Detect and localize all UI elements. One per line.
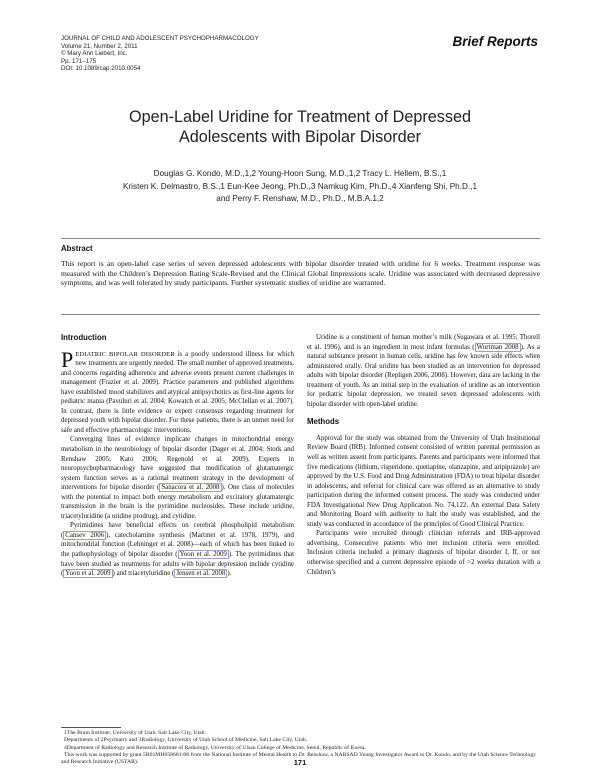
- intro-p4-text-b: ). As a natural substance present in human cells, uridine has few known side effects when administered orally. Oral uridine has been studied as an intervention for depressed adults with bipolar disorder (Repligen 2006, 2008). However, data are lacking in the treatment of youth. As an initial step in the evaluation of uridine as an intervention for pediatric bipolar depression, we treated seven depressed adolescents with bipolar disorder with open-label uridine.: [307, 343, 540, 408]
- citation-link-jensen[interactable]: Jensen et al. 2008: [176, 570, 226, 578]
- intro-p3-text-b: ), catecholamine synthesis (Martinet et al. 1978, 1979), and mitochondrial function (Lehninger et al. 2008)—each of which has been linked to the pathophysiology of bipolar disorder (: [61, 531, 294, 559]
- left-column: [61, 333, 294, 579]
- intro-p4-text-a: Uridine is a constituent of human mother’s milk (Sugawara et al. 1995; Thorell et al. 1996), and is an ingredient in most infant formulas (: [307, 334, 540, 351]
- intro-p3-text-d: ) and triacetyluridine (: [112, 570, 175, 578]
- citation-link-yoon-2[interactable]: Yoon et al. 2009: [65, 570, 111, 578]
- citation-link-yoon[interactable]: Yoon et al. 2009: [179, 551, 227, 559]
- intro-p3-text-a: Pyrimidines have beneficial effects on cerebral phospholipid metabolism (: [61, 522, 294, 539]
- page-number: 171: [293, 758, 307, 767]
- footnote-funding: This work was supported by grant 5R01MH058681-08 from the National Institute of Mental Health to Dr. Renshaw, a NARSAD Young Investigator Award to Dr. Kondo, and by the Utah Science Technology and Research Initiative (USTAR).: [61, 751, 537, 766]
- authors-line-2: Kristen K. Delmastro, B.S.,1 Eun-Kee Jeong, Ph.D.,3 Namkug Kim, Ph.D.,4 Xianfeng Shi, Ph.D.,1: [122, 181, 478, 191]
- title-line-1: Open-Label Uridine for Treatment of Depressed: [129, 108, 471, 126]
- intro-p1-text: is a poorly understood illness for which new treatments are urgently needed. The small number of approved treatments, and concerns regarding adherence and adverse events present current challenges in management (Frazier et al. 2009). Practice parameters and published algorithms have established mood stabilizers and atypical antipsychotics as first-line agents for pediatric mania (Pavuluri et al. 2004; Kowatch et al. 2005; McClellan et al. 2007). In contrast, there is little evidence or expert consensus regarding treatment for depressed youth with bipolar disorder. For these patients, there is an unmet need for safe and effective pharmacologic interventions.: [61, 350, 295, 434]
- introduction-heading: Introduction: [61, 333, 107, 342]
- intro-p2-text-b: ). One class of molecules with the potential to impact both energy metabolism and excitatory glutamatergic transmission in the brain is the pyrimidine nucleosides. These include uridine, triacetyluridine (a uridine prodrug), and cytidine.: [61, 484, 294, 520]
- journal-header: [61, 35, 381, 73]
- journal-doi: DOI: 10.1089/cap.2010.0054: [61, 65, 141, 73]
- journal-pages: Pp. 171–175: [61, 57, 97, 65]
- intro-paragraph-3: [61, 521, 294, 578]
- citation-link-wurtman[interactable]: Wurtman 2008: [476, 343, 519, 351]
- section-label: Brief Reports: [452, 34, 538, 49]
- methods-heading: Methods: [307, 417, 340, 427]
- authors-line-1: Douglas G. Kondo, M.D.,1,2 Young-Hoon Sung, M.D.,1,2 Tracy L. Hellem, B.S.,1: [153, 169, 447, 178]
- title-line-2: Adolescents with Bipolar Disorder: [178, 127, 422, 146]
- citation-link-sanacora[interactable]: Sanacora et al. 2008: [161, 484, 220, 492]
- authors-line-3: and Perry F. Renshaw, M.D., Ph.D., M.B.A.1,2: [216, 194, 384, 204]
- intro-paragraph-4: [307, 333, 540, 409]
- methods-paragraph-2: Participants were recruited through clinician referrals and IRB-approved advertising. Consecutive patients who met inclusion criteria were enrolled. Inclusion criteria included a primary diagnosis of bipolar disorder I, II, or not otherwise specified and a current depressive episode of >2 weeks duration with a Children’s: [307, 530, 540, 576]
- footnote-rule: [61, 727, 121, 728]
- citation-link-cansev[interactable]: Cansev 2006: [65, 531, 105, 539]
- journal-volume: Volume 21, Number 2, 2011: [61, 42, 138, 50]
- journal-copyright: © Mary Ann Liebert, Inc.: [61, 50, 128, 58]
- section-gap: [307, 409, 540, 417]
- footnote-2: Departments of 2Psychiatry and 3Radiology, University of Utah School of Medicine, Salt Lake City, Utah.: [64, 737, 308, 744]
- intro-p3-text-c: ). The pyrimidines that have been studied as treatments for adults with bipolar depression include cytidine (: [61, 551, 294, 578]
- intro-paragraph-1: [61, 346, 295, 436]
- abstract-heading: Abstract: [61, 244, 93, 253]
- author-list: [60, 168, 540, 206]
- intro-p2-text-a: Converging lines of evidence implicate changes in mitochondrial energy metabolism in the neurobiology of bipolar disorder (Dager et al. 2004; Stork and Renshaw 2005; Kato 2006; Regenold et al. 2009). Experts in neuropsychopharmacology have suggested that modification of glutamatergic system function serves as a rational treatment strategy in the development of interventions for bipolar disorder (: [61, 436, 294, 492]
- abstract-bottom-rule: [61, 314, 540, 315]
- footnote-3: 4Department of Radiology and Research Institute of Radiology, University of Ulsan College of Medicine, Seoul, Republic of Korea.: [64, 744, 366, 751]
- abstract-text: This report is an open-label case series of seven depressed adolescents with bipolar disorder treated with uridine for 6 weeks. Treatment response was measured with the Children’s Depression Rating Scale-Revised and the Clinical Global Impressions scale. Uridine was associated with decreased depressive symptoms, and was well tolerated by study participants. Further systematic studies of uridine are warranted.: [61, 259, 540, 288]
- drop-cap: P: [61, 346, 74, 372]
- article-title: [60, 108, 540, 147]
- intro-smallcaps: EDIATRIC BIPOLAR DISORDER: [75, 350, 175, 358]
- footnote-1: 1The Brain Institute, University of Utah, Salt Lake City, Utah.: [64, 730, 206, 736]
- abstract-top-rule: [61, 238, 540, 239]
- right-column: [307, 333, 540, 577]
- intro-p3-text-e: ).: [227, 570, 232, 578]
- methods-paragraph-1: Approval for the study was obtained from the University of Utah Institutional Review Board (IRB). Informed consent consisted of written parental permission as well as written assent from participants. Parents and participants were informed that five medications (lithium, risperidone, quetiapine, olanzapine, and aripiprazole) are approved by the U.S. Food and Drug Administration (FDA) to treat bipolar disorder in adolescents, and referral for clinical care was offered as an alternative to study participation during the informed consent process. The study was conducted under FDA Investigational New Drug Application No. 74,122. An external Data Safety and Monitoring Board with authority to halt the study was established, and the study was conducted in accordance of the principles of Good Clinical Practice.: [307, 434, 540, 528]
- intro-paragraph-2: [61, 435, 294, 521]
- journal-name: JOURNAL OF CHILD AND ADOLESCENT PSYCHOPHARMACOLOGY: [61, 35, 259, 42]
